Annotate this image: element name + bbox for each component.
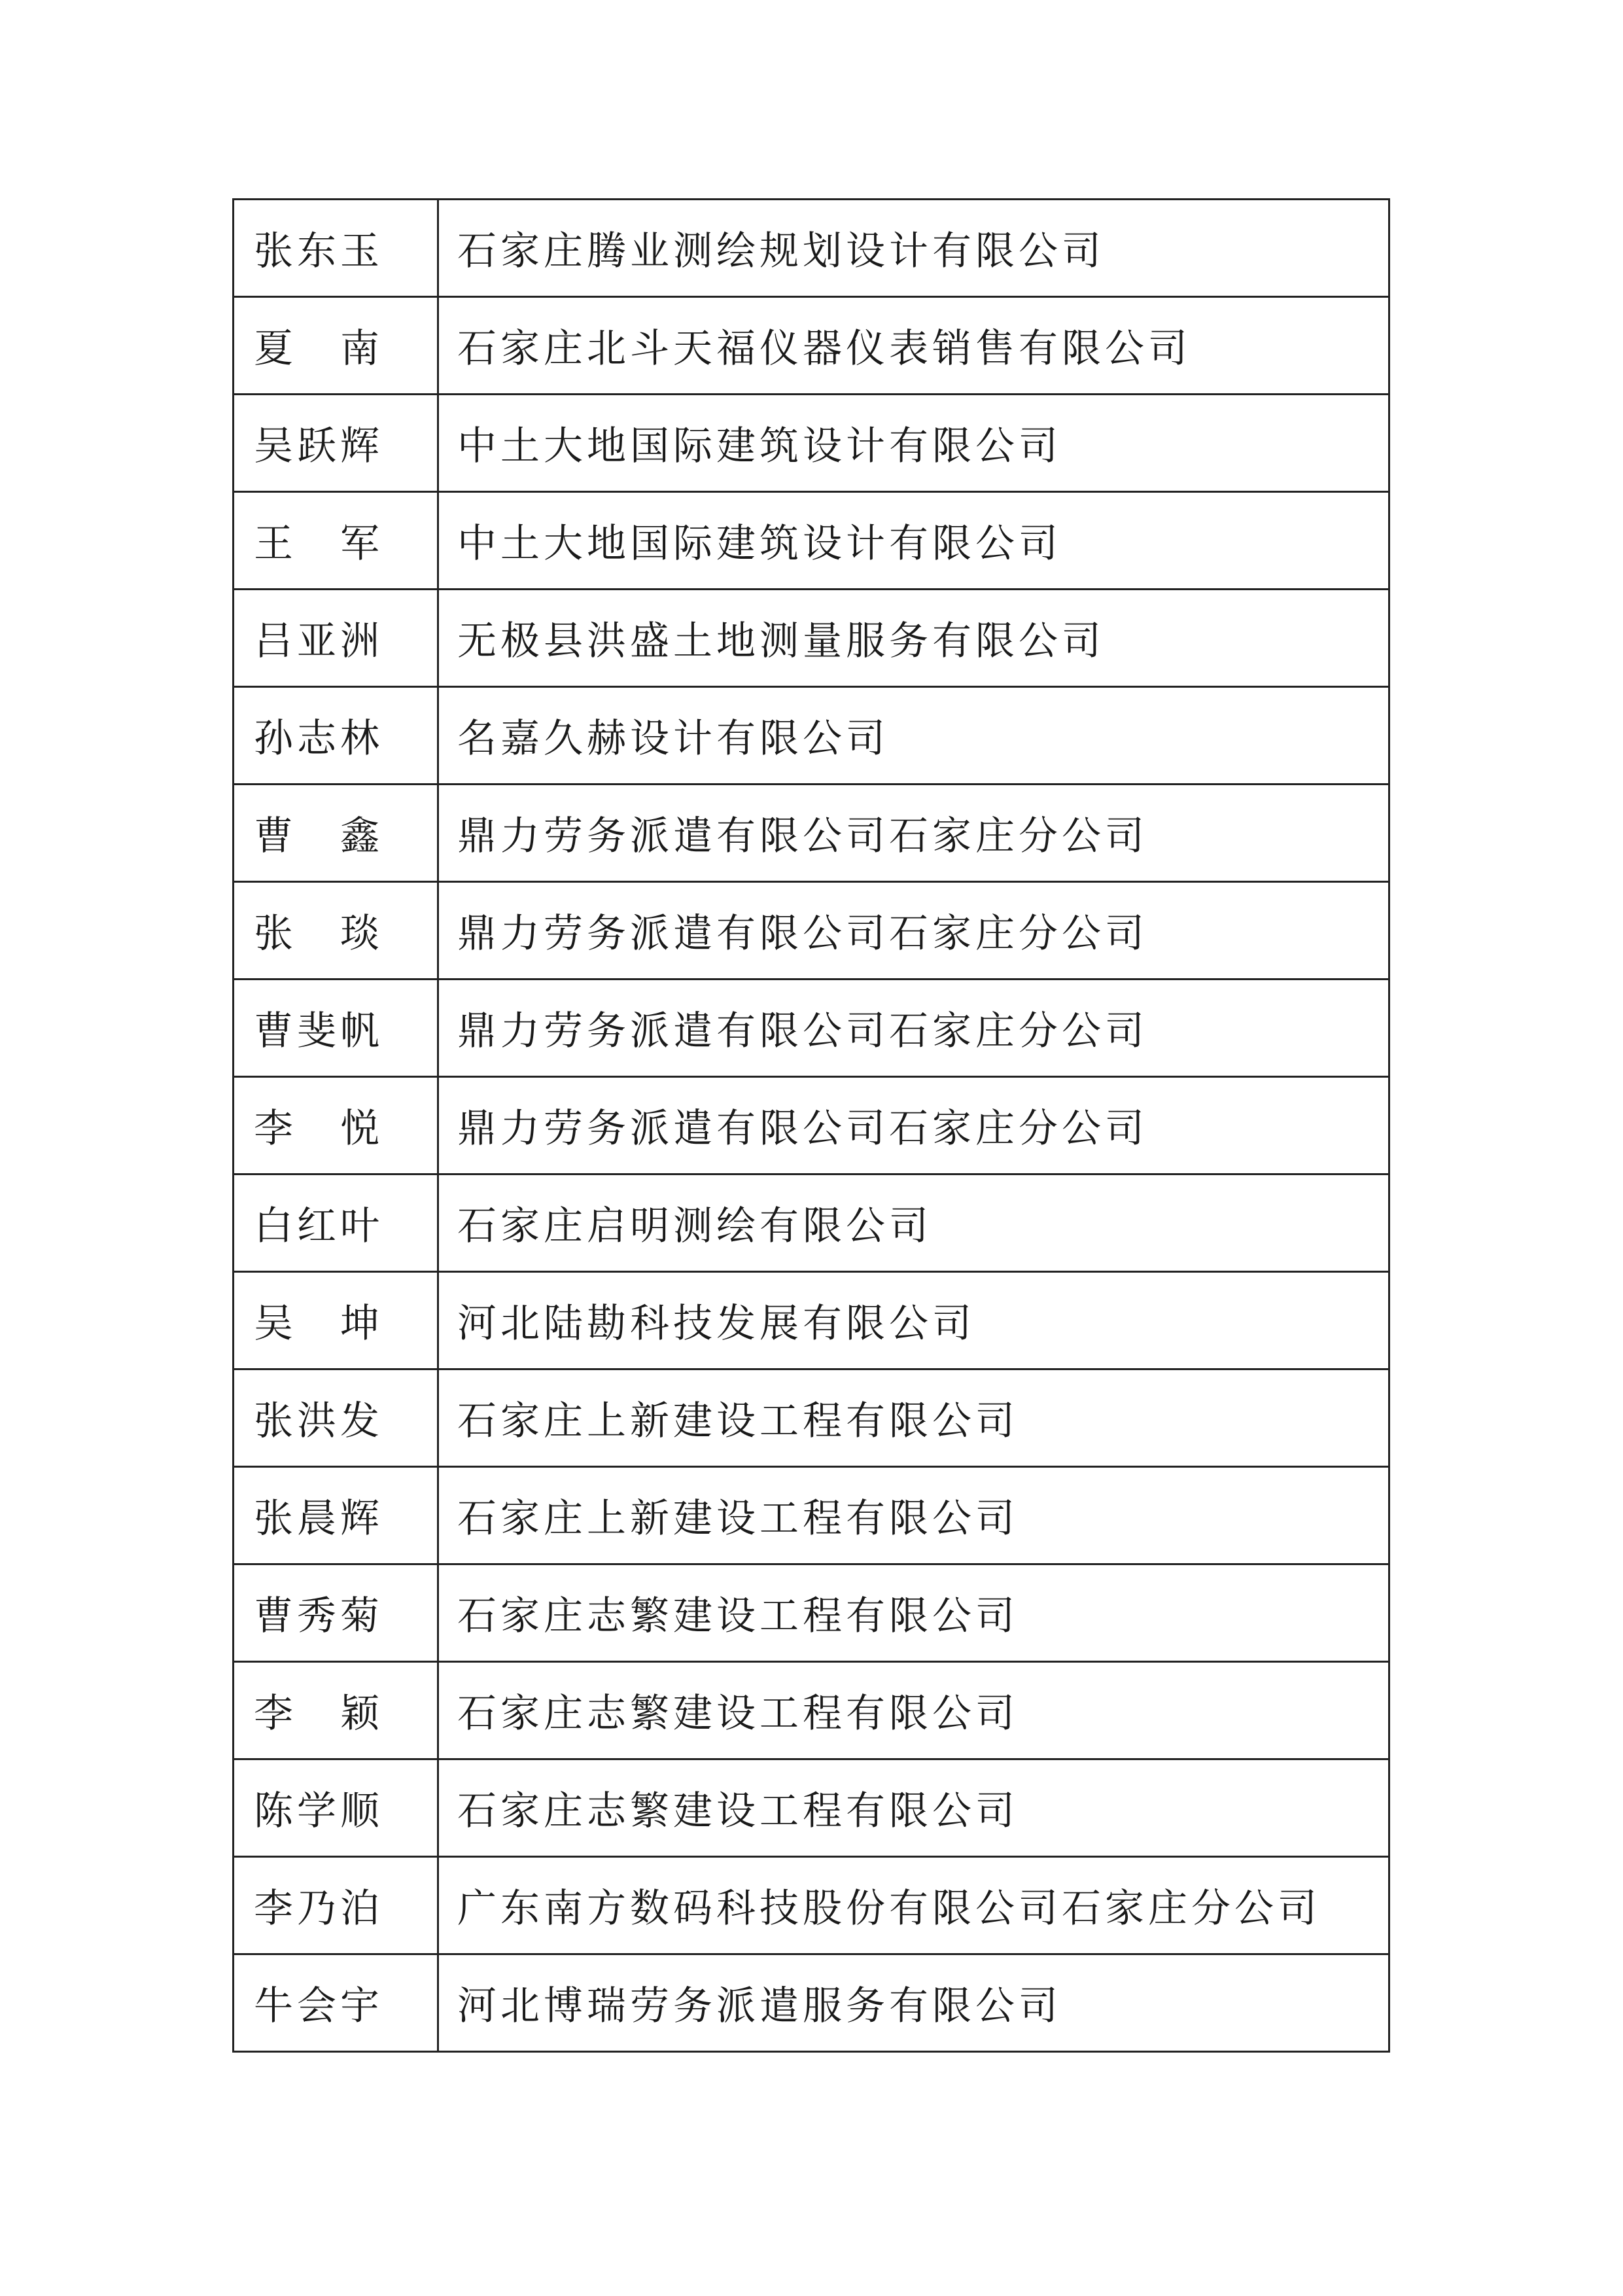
company-cell: 石家庄志繁建设工程有限公司 <box>438 1564 1389 1662</box>
name-cell: 牛会宇 <box>234 1954 438 2052</box>
company-cell: 鼎力劳务派遣有限公司石家庄分公司 <box>438 882 1389 980</box>
name-cell: 曹 鑫 <box>234 785 438 882</box>
name-cell: 白红叶 <box>234 1174 438 1272</box>
table-row <box>234 1077 1389 1174</box>
name-cell: 夏 南 <box>234 297 438 395</box>
name-cell: 王 军 <box>234 492 438 590</box>
company-cell: 石家庄上新建设工程有限公司 <box>438 1369 1389 1467</box>
table-row <box>234 1174 1389 1272</box>
company-cell: 石家庄志繁建设工程有限公司 <box>438 1759 1389 1857</box>
company-cell: 石家庄北斗天福仪器仪表销售有限公司 <box>438 297 1389 395</box>
name-cell: 吴跃辉 <box>234 395 438 492</box>
name-cell: 张晨辉 <box>234 1467 438 1564</box>
table-row <box>234 297 1389 395</box>
table-row <box>234 980 1389 1077</box>
company-cell: 广东南方数码科技股份有限公司石家庄分公司 <box>438 1857 1389 1954</box>
name-cell: 曹斐帆 <box>234 980 438 1077</box>
table-row <box>234 1759 1389 1857</box>
name-cell: 吕亚洲 <box>234 590 438 687</box>
table-row <box>234 200 1389 297</box>
company-cell: 名嘉久赫设计有限公司 <box>438 687 1389 785</box>
table-row <box>234 1662 1389 1759</box>
name-cell: 张东玉 <box>234 200 438 297</box>
table-row <box>234 395 1389 492</box>
table-row <box>234 1272 1389 1369</box>
company-cell: 鼎力劳务派遣有限公司石家庄分公司 <box>438 785 1389 882</box>
name-cell: 曹秀菊 <box>234 1564 438 1662</box>
name-cell: 李 颖 <box>234 1662 438 1759</box>
name-cell: 陈学顺 <box>234 1759 438 1857</box>
company-cell: 石家庄腾业测绘规划设计有限公司 <box>438 200 1389 297</box>
table-row <box>234 1564 1389 1662</box>
company-cell: 河北博瑞劳务派遣服务有限公司 <box>438 1954 1389 2052</box>
company-cell: 石家庄上新建设工程有限公司 <box>438 1467 1389 1564</box>
personnel-table <box>232 198 1390 2053</box>
name-cell: 吴 坤 <box>234 1272 438 1369</box>
name-cell: 孙志林 <box>234 687 438 785</box>
company-cell: 中土大地国际建筑设计有限公司 <box>438 492 1389 590</box>
name-cell: 张洪发 <box>234 1369 438 1467</box>
table-row <box>234 687 1389 785</box>
company-cell: 中土大地国际建筑设计有限公司 <box>438 395 1389 492</box>
company-cell: 鼎力劳务派遣有限公司石家庄分公司 <box>438 1077 1389 1174</box>
table-row <box>234 492 1389 590</box>
table-row <box>234 785 1389 882</box>
company-cell: 石家庄志繁建设工程有限公司 <box>438 1662 1389 1759</box>
company-cell: 鼎力劳务派遣有限公司石家庄分公司 <box>438 980 1389 1077</box>
table-row <box>234 1954 1389 2052</box>
table-row <box>234 882 1389 980</box>
name-cell: 李 悦 <box>234 1077 438 1174</box>
table-row <box>234 1467 1389 1564</box>
company-cell: 石家庄启明测绘有限公司 <box>438 1174 1389 1272</box>
table-row <box>234 1369 1389 1467</box>
company-cell: 河北陆勘科技发展有限公司 <box>438 1272 1389 1369</box>
company-cell: 无极县洪盛土地测量服务有限公司 <box>438 590 1389 687</box>
name-cell: 张 琰 <box>234 882 438 980</box>
table-row <box>234 590 1389 687</box>
name-cell: 李乃泊 <box>234 1857 438 1954</box>
table-row <box>234 1857 1389 1954</box>
